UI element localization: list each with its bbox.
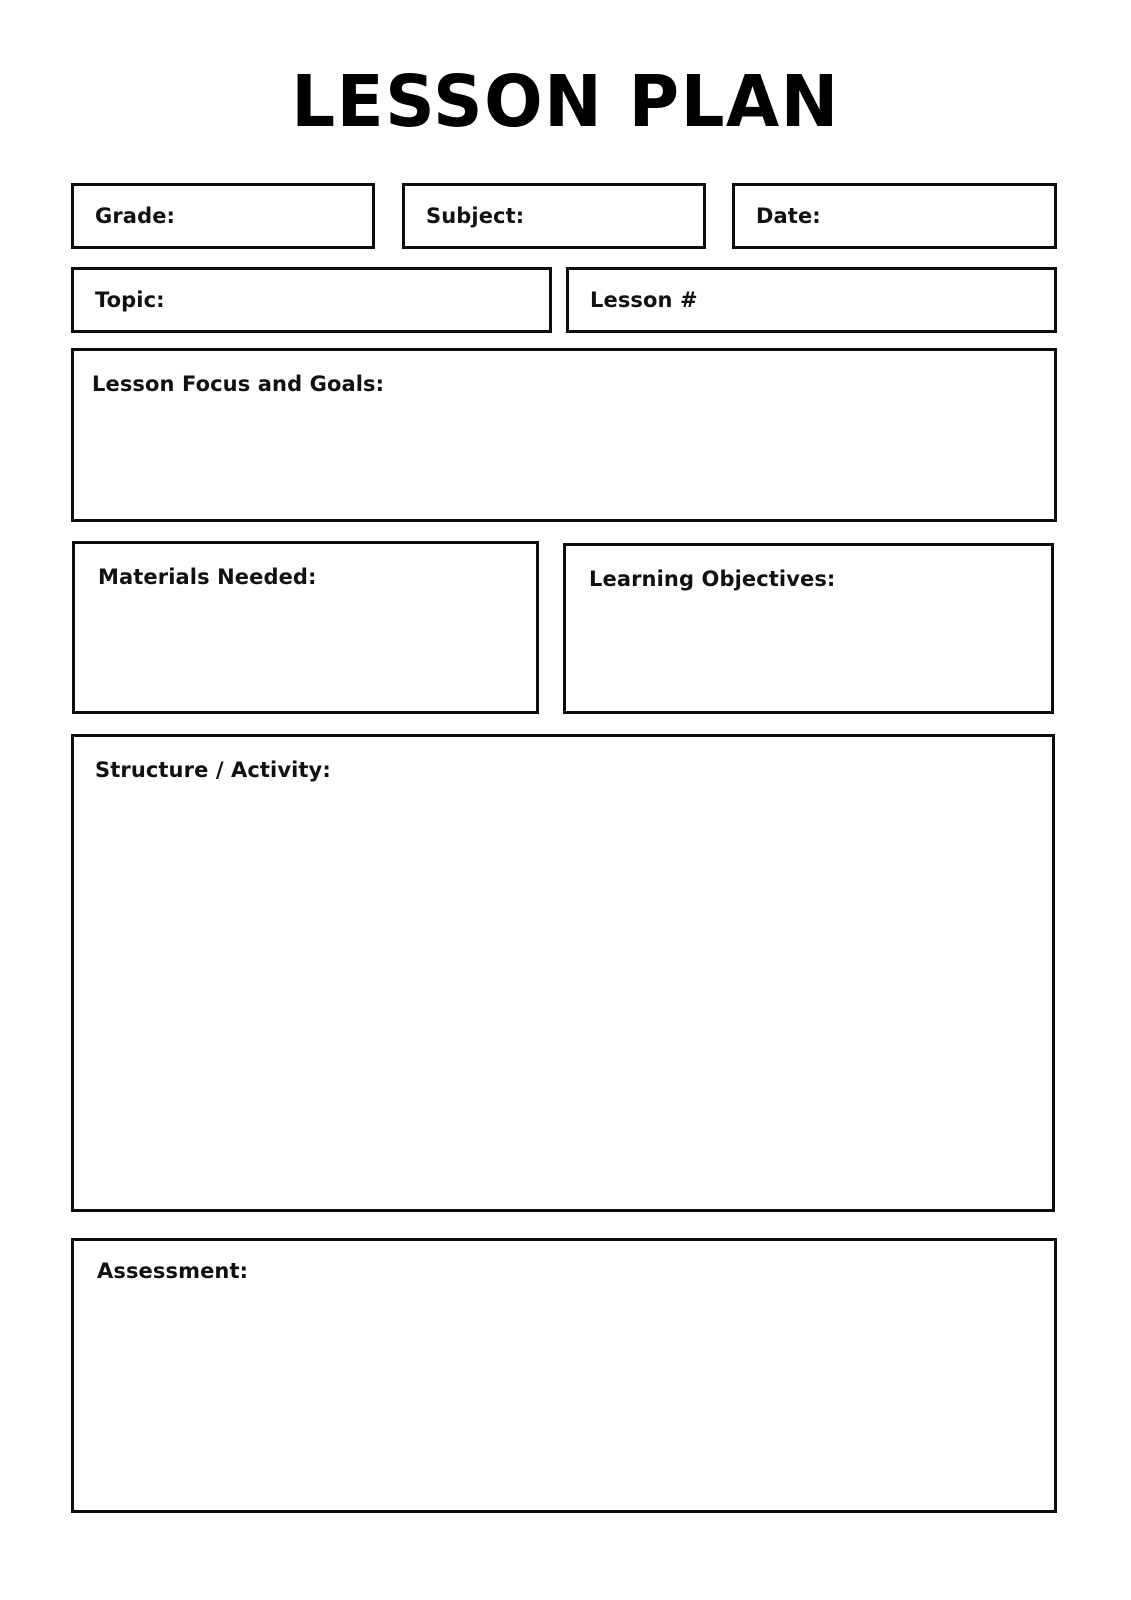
field-label-topic: Topic: bbox=[95, 288, 165, 312]
field-label-focus-and-goals: Lesson Focus and Goals: bbox=[92, 372, 385, 396]
field-input-subject[interactable] bbox=[405, 230, 703, 246]
field-box-topic[interactable] bbox=[71, 267, 552, 333]
field-input-grade[interactable] bbox=[74, 230, 372, 246]
field-box-materials[interactable] bbox=[72, 541, 539, 714]
page-title: LESSON PLAN bbox=[291, 60, 840, 143]
field-label-lesson-number: Lesson # bbox=[590, 288, 698, 312]
field-input-topic[interactable] bbox=[74, 314, 549, 330]
field-label-assessment: Assessment: bbox=[97, 1259, 249, 1283]
field-label-date: Date: bbox=[756, 204, 821, 228]
field-box-subject[interactable] bbox=[402, 183, 706, 249]
field-label-structure-activity: Structure / Activity: bbox=[95, 758, 331, 782]
field-input-objectives[interactable] bbox=[566, 590, 1051, 711]
field-box-objectives[interactable] bbox=[563, 543, 1054, 714]
field-input-structure-activity[interactable] bbox=[74, 781, 1052, 1209]
field-label-subject: Subject: bbox=[426, 204, 525, 228]
field-input-focus-and-goals[interactable] bbox=[74, 395, 1054, 519]
field-box-structure-activity[interactable] bbox=[71, 734, 1055, 1212]
field-box-grade[interactable] bbox=[71, 183, 375, 249]
field-input-materials[interactable] bbox=[75, 588, 536, 711]
field-label-objectives: Learning Objectives: bbox=[589, 567, 836, 591]
field-box-assessment[interactable] bbox=[71, 1238, 1057, 1513]
field-box-focus-and-goals[interactable] bbox=[71, 348, 1057, 522]
field-box-lesson-number[interactable] bbox=[566, 267, 1057, 333]
field-label-materials: Materials Needed: bbox=[98, 565, 317, 589]
field-box-date[interactable] bbox=[732, 183, 1057, 249]
field-input-assessment[interactable] bbox=[74, 1285, 1054, 1510]
field-label-grade: Grade: bbox=[95, 204, 176, 228]
field-input-date[interactable] bbox=[735, 230, 1054, 246]
field-input-lesson-number[interactable] bbox=[569, 314, 1054, 330]
